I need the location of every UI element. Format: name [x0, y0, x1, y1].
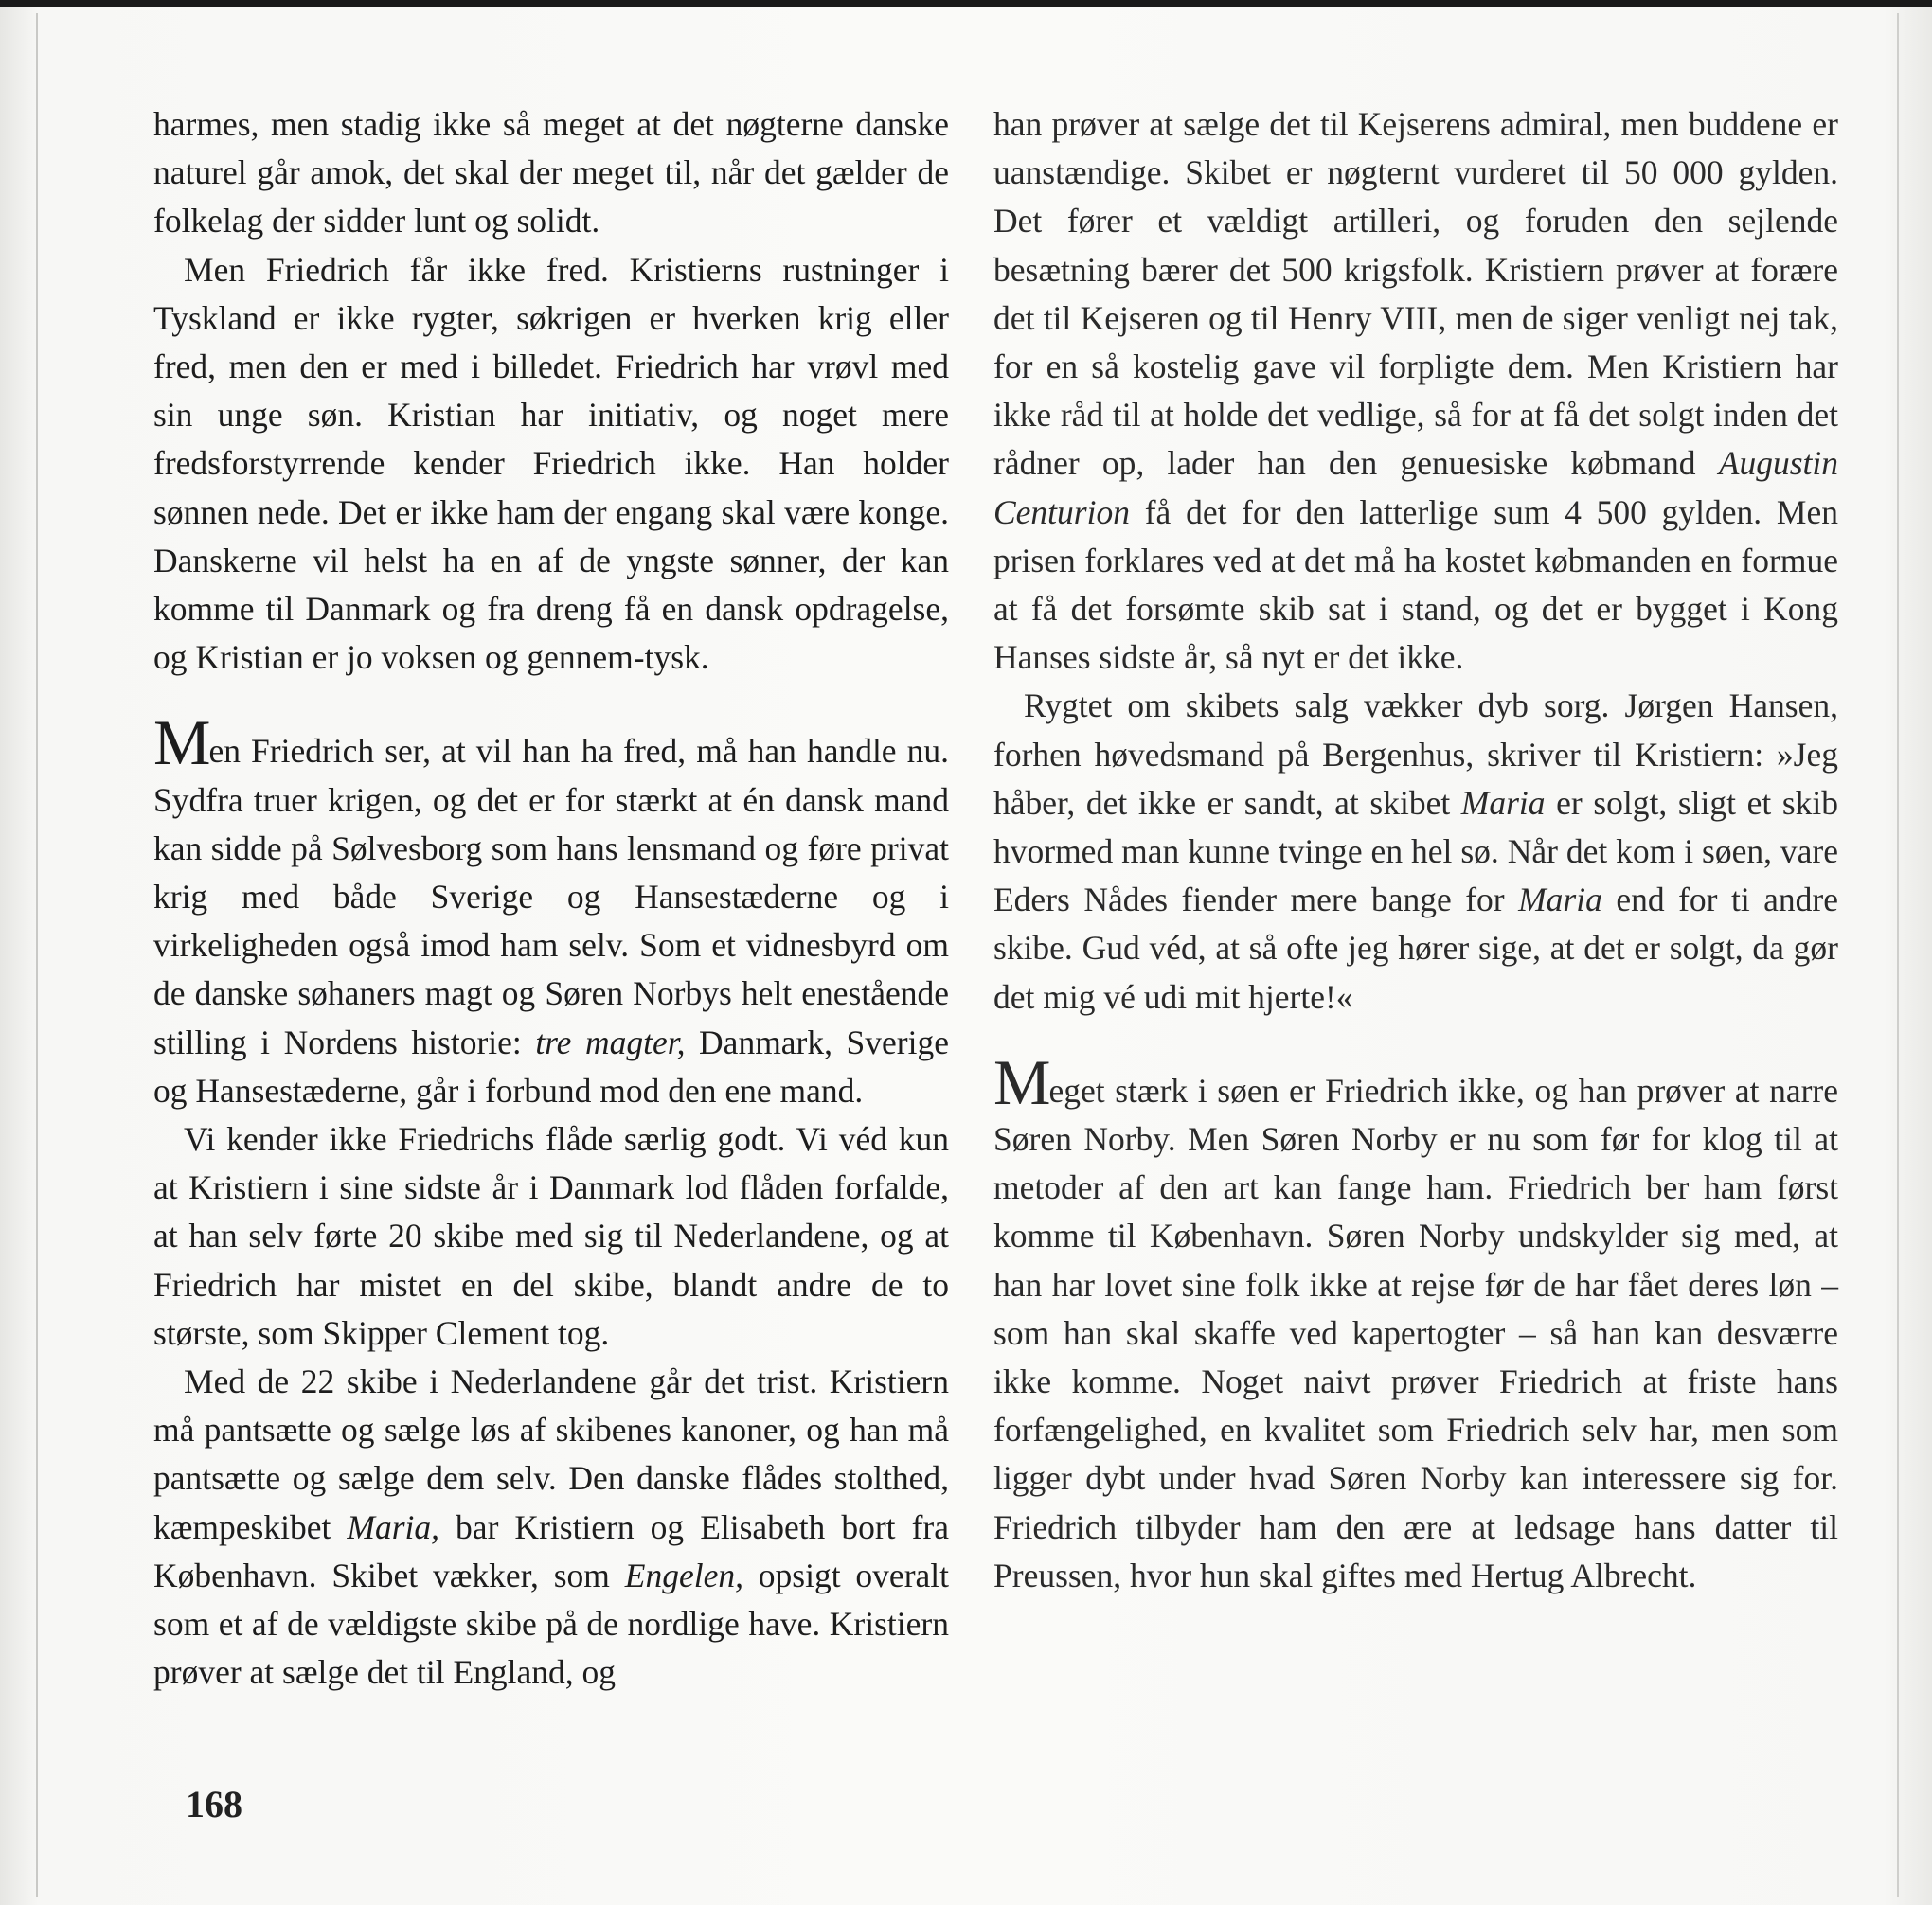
- text-run: end for ti andre skibe. Gud véd, at så ofte jeg hører sige, at det er solgt, da gør det mig vé udi mit hjerte!«: [993, 881, 1838, 1016]
- italic-text: tre magter,: [535, 1023, 686, 1061]
- page-number: 168: [186, 1783, 242, 1825]
- drop-cap: M: [993, 1045, 1049, 1118]
- right-column: [993, 100, 1838, 1600]
- text-run: en Friedrich ser, at vil han ha fred, må han handle nu. Sydfra truer krigen, og det er for stærkt at én dansk mand kan sidde på Sølvesborg som hans lensmand og føre privat krig med både Sverige og Hansestæderne og i virkeligheden også imod ham selv. Som et vidnesbyrd om de danske søhaners magt og Søren Norbys helt enestående stilling i Nordens historie:: [153, 732, 949, 1061]
- italic-text: Maria,: [347, 1507, 440, 1546]
- paragraph: [993, 1045, 1838, 1600]
- text-run: Danmark, Sverige og Hansestæderne, går i forbund mod den ene mand.: [153, 1023, 949, 1110]
- italic-text: Engelen,: [624, 1556, 743, 1594]
- page-gutter-line: [36, 13, 38, 1897]
- left-column: [153, 100, 949, 1698]
- text-run: eget stærk i søen er Friedrich ikke, og han prøver at narre Søren Norby. Men Søren Norby er nu som før for klog til at metoder af den art kan fange ham. Friedrich ber ham først komme til København. Søren Norby undskylder sig med, at han har lovet sine folk ikke at rejse før de har fået deres løn – som han skal skaffe ved kapertogter – så han kan desværre ikke komme. Noget naivt prøver Friedrich at friste hans forfængelighed, en kvalitet som Friedrich selv har, men som ligger dybt under hvad Søren Norby kan interessere sig for. Friedrich tilbyder ham den ære at ledsage hans datter til Preussen, hvor hun skal giftes med Hertug Albrecht.: [993, 1071, 1838, 1594]
- drop-cap: M: [153, 706, 209, 779]
- paragraph: [153, 1358, 949, 1697]
- text-run: opsigt overalt som et af de vældigste skibe på de nordlige have. Kristiern prøver at sælge det til England, og: [153, 1556, 949, 1692]
- paragraph: harmes, men stadig ikke så meget at det nøgterne danske naturel går amok, det skal der meget til, når det gælder de folkelag der sidder lunt og solidt.: [153, 105, 949, 240]
- text-run: Med de 22 skibe i Nederlandene går det trist. Kristiern må pantsætte og sælge løs af skibenes kanoner, og han må pantsætte og sælge dem selv. Den danske flådes stolthed, kæmpeskibet: [153, 1362, 949, 1546]
- paragraph: Vi kender ikke Friedrichs flåde særlig godt. Vi véd kun at Kristiern i sine sidste år i Danmark lod flåden forfalde, at han selv førte 20 skibe med sig til Nederlandene, og at Friedrich har mistet en del skibe, blandt andre de to største, som Skipper Clement tog.: [153, 1120, 949, 1352]
- text-run: er solgt, sligt et skib hvormed man kunne tvinge en hel sø. Når det kom i søen, vare Eders Nådes fiender mere bange for: [993, 783, 1838, 919]
- italic-text: Augustin Centurion: [993, 444, 1838, 531]
- paragraph: [993, 682, 1838, 1021]
- paragraph: [993, 100, 1838, 682]
- paragraph: [153, 706, 949, 1115]
- text-run: Rygtet om skibets salg vækker dyb sorg. Jørgen Hansen, forhen høvedsmand på Bergenhus, skriver til Kristiern: »Jeg håber, det ikke er sandt, at skibet: [993, 686, 1838, 822]
- text-run: bar Kristiern og Elisabeth bort fra København. Skibet vækker, som: [153, 1507, 949, 1594]
- text-run: få det for den latterlige sum 4 500 gylden. Men prisen forklares ved at det må ha kostet købmanden en formue at få det forsømte skib sat i stand, og det er bygget i Kong Hanses sidste år, så nyt er det ikke.: [993, 492, 1838, 677]
- italic-text: Maria: [1518, 881, 1602, 919]
- page-top-edge: [0, 0, 1932, 7]
- page-right-edge: [1897, 13, 1899, 1897]
- text-run: han prøver at sælge det til Kejserens admiral, men buddene er uanstændige. Skibet er nøgternt vurderet til 50 000 gylden. Det fører et vældigt artilleri, og foruden den sejlende besætning bærer det 500 krigsfolk. Kristiern prøver at forære det til Kejseren og til Henry VIII, men de siger venligt nej tak, for en så kostelig gave vil forpligte dem. Men Kristiern har ikke råd til at holde det vedlige, så for at få det solgt inden det rådner op, lader han den genuesiske købmand: [993, 105, 1838, 483]
- italic-text: Maria: [1460, 783, 1546, 822]
- paragraph: Men Friedrich får ikke fred. Kristierns rustninger i Tyskland er ikke rygter, søkrigen er hverken krig eller fred, men den er med i billedet. Friedrich har vrøvl med sin unge søn. Kristian har initiativ, og noget mere fredsforstyrrende kender Friedrich ikke. Han holder sønnen nede. Det er ikke ham der engang skal være konge. Danskerne vil helst ha en af de yngste sønner, der kan komme til Danmark og fra dreng få en dansk opdragelse, og Kristian er jo voksen og gennem-tysk.: [153, 250, 949, 677]
